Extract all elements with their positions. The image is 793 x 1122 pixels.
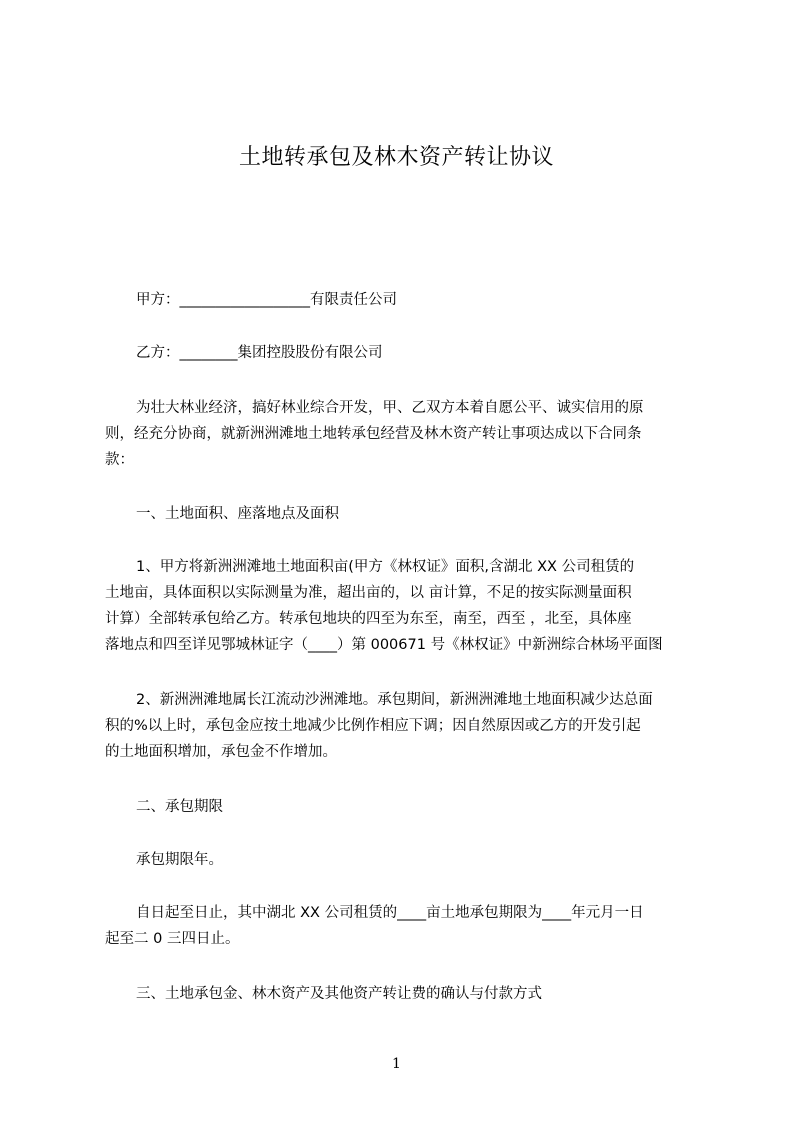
section-1-heading: 一、土地面积、座落地点及面积 <box>136 506 339 522</box>
period-line-2: 起至二 0 三四日止。 <box>105 931 240 947</box>
item-1-line-4: 落地点和四至详见鄂城林证字（____）第 000671 号《林权证》中新洲综合林场平面图 <box>105 637 663 653</box>
period-line-1: 自日起至日止，其中湖北 XX 公司租赁的____亩土地承包期限为____年元月一日 <box>136 905 644 921</box>
page-number: 1 <box>392 1056 401 1072</box>
item-2-line-2: 积的%以上时，承包金应按土地减少比例作相应下调；因自然原因或乙方的开发引起 <box>105 718 641 734</box>
preamble-line-1: 为壮大林业经济，搞好林业综合开发，甲、乙双方本着自愿公平、诚实信用的原 <box>136 400 644 416</box>
party-b-line: 乙方：________集团控股股份有限公司 <box>136 345 383 361</box>
item-1-line-1: 1、甲方将新洲洲滩地土地面积亩(甲方《林权证》面积,含湖北 XX 公司租赁的 <box>136 559 635 575</box>
section-3-heading: 三、土地承包金、林木资产及其他资产转让费的确认与付款方式 <box>136 986 542 1002</box>
item-2-line-1: 2、新洲洲滩地属长江流动沙洲滩地。承包期间，新洲洲滩地土地面积减少达总面 <box>136 692 653 708</box>
preamble-line-2: 则，经充分协商，就新洲洲滩地土地转承包经营及林木资产转让事项达成以下合同条 <box>105 426 642 442</box>
preamble-line-3: 款： <box>105 452 134 468</box>
section-2-heading: 二、承包期限 <box>136 799 223 815</box>
document-title: 土地转承包及林木资产转让协议 <box>238 145 554 170</box>
party-a-line: 甲方：__________________有限责任公司 <box>136 292 397 308</box>
item-2-line-3: 的土地面积增加，承包金不作增加。 <box>105 744 337 760</box>
item-1-line-3: 计算）全部转承包给乙方。转承包地块的四至为东至，南至，西至 ，北至，具体座 <box>105 611 632 627</box>
item-1-line-2: 土地亩，具体面积以实际测量为准，超出亩的，以 亩计算，不足的按实际测量面积 <box>105 585 632 601</box>
term-line: 承包期限年。 <box>136 852 223 868</box>
